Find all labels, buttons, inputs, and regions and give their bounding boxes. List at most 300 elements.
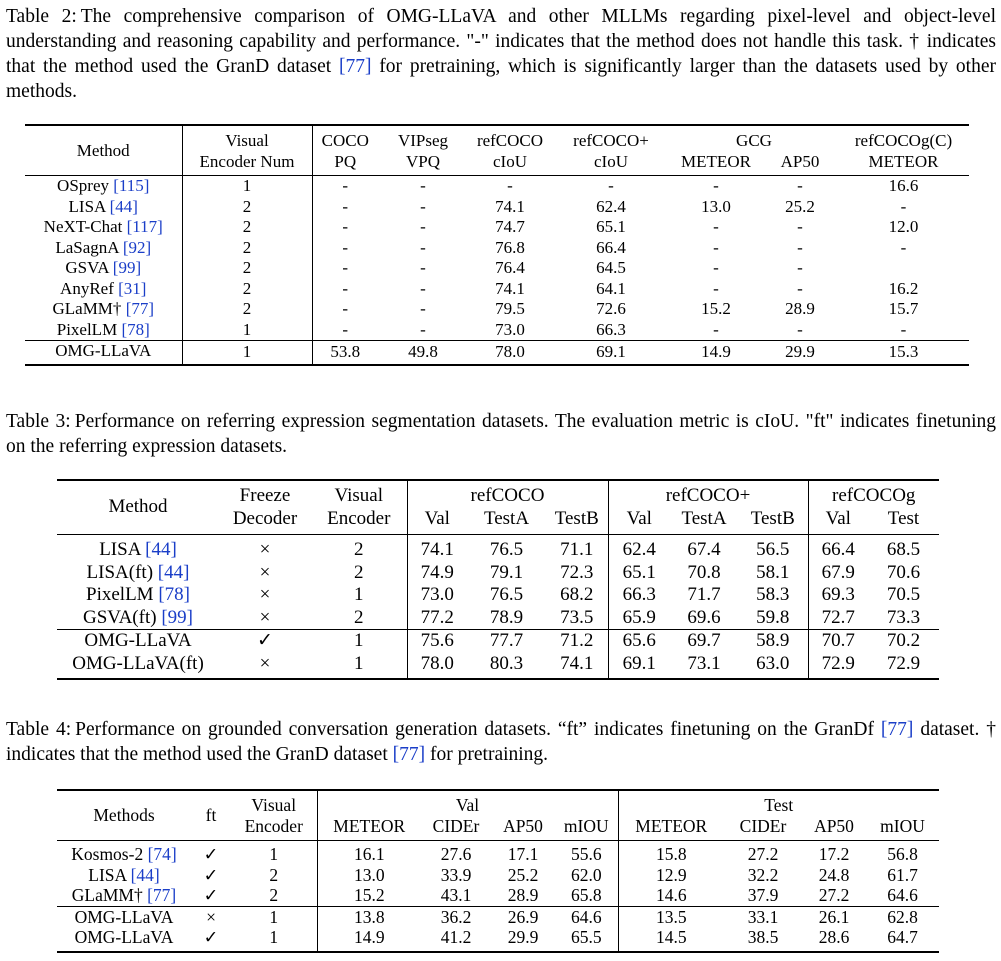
table-row [25, 299, 969, 320]
cell: 15.2 [317, 885, 421, 906]
cell: 14.9 [701, 342, 731, 361]
cell: 49.8 [408, 342, 438, 361]
cell: - [420, 237, 426, 257]
cell: 64.7 [887, 927, 918, 947]
cell: 27.2 [747, 844, 779, 864]
cell: 64.1 [596, 278, 626, 298]
cell: 69.7 [687, 630, 721, 651]
check-mark: ✓ [203, 844, 219, 864]
cell: 71.7 [687, 584, 721, 605]
cell: 56.8 [887, 844, 918, 864]
cell: - [713, 319, 719, 339]
cell: 1 [354, 630, 364, 651]
cell: 29.9 [507, 927, 539, 947]
table4-caption [6, 717, 996, 767]
cell: 2 [269, 864, 279, 885]
cell: 28.9 [785, 299, 815, 318]
cell: 17.2 [818, 844, 850, 864]
cell: 58.9 [756, 630, 790, 651]
col-meteor: METEOR [618, 816, 724, 841]
cell: - [420, 278, 426, 298]
cell: 36.2 [440, 906, 472, 927]
cell: 13.5 [618, 906, 724, 927]
col-visual-sub: Encoder Num [182, 151, 312, 176]
cell: - [420, 176, 426, 195]
cell: 2 [354, 561, 364, 583]
cell: 69.3 [808, 584, 868, 607]
col-freeze-sub: Decoder [232, 507, 298, 529]
cell: - [312, 320, 378, 341]
cell: 70.6 [886, 561, 921, 583]
cell: 68.2 [560, 584, 594, 605]
cell: 15.7 [888, 299, 919, 318]
cell: 27.2 [818, 885, 850, 905]
cell: - [312, 299, 378, 320]
col-gcg-ap50: AP50 [780, 152, 820, 171]
cell: 77.2 [407, 607, 467, 630]
cell: 72.9 [808, 653, 868, 680]
cell: 80.3 [489, 652, 524, 674]
row-method: AnyRef [31] [60, 278, 147, 298]
cell: 69.6 [687, 606, 721, 628]
row-method: OMG-LLaVA [74, 906, 174, 927]
cell: 67.4 [687, 539, 721, 560]
table-row [57, 562, 939, 585]
cell: 32.2 [747, 864, 779, 885]
cell: 43.1 [440, 885, 472, 905]
cell: 12.0 [888, 217, 919, 236]
col-val: Val [407, 508, 467, 535]
cell: 33.1 [747, 906, 779, 927]
row-method: LISA [44] [99, 539, 177, 560]
cell: - [312, 238, 378, 259]
row-method: Kosmos-2 [74] [71, 844, 177, 864]
cell: 2 [182, 238, 312, 259]
cell: 2 [182, 258, 312, 279]
cell: 1 [269, 844, 279, 864]
table3 [57, 479, 939, 680]
col-test: Test [618, 790, 939, 816]
row-method: OMG-LLaVA [55, 341, 152, 360]
cell: 69.1 [596, 342, 626, 361]
table-row [25, 176, 969, 197]
cross-mark: × [259, 606, 271, 628]
cell: - [797, 237, 803, 257]
cell: - [900, 237, 907, 257]
col-vipseg-sub: VPQ [405, 152, 440, 171]
cell: - [507, 176, 513, 195]
col-testb: TestB [750, 507, 795, 529]
col-ft: ft [205, 805, 217, 826]
cell: - [713, 278, 719, 298]
col-refcoco: refCOCO [407, 480, 608, 508]
cell: 12.9 [618, 865, 724, 886]
cell: 66.4 [808, 535, 868, 562]
cell: 72.3 [560, 561, 594, 583]
cell: - [900, 196, 907, 216]
cell: 13.8 [317, 906, 421, 927]
check-mark: ✓ [203, 885, 219, 905]
cell: - [797, 319, 803, 339]
table-row-ours [57, 927, 939, 952]
citation-link[interactable]: [99] [161, 606, 193, 628]
cell: 2 [354, 539, 364, 560]
cell: 78.0 [407, 653, 467, 680]
table-row [57, 535, 939, 562]
cell: 79.5 [495, 299, 525, 318]
col-coco-sub: PQ [312, 151, 378, 176]
citation-link[interactable]: [92] [122, 237, 152, 257]
col-val: Val [608, 508, 670, 535]
cell: 28.6 [818, 927, 850, 947]
cell: 17.1 [507, 844, 539, 864]
row-method: LISA(ft) [44] [86, 561, 190, 583]
cell: 16.1 [317, 841, 421, 865]
cell: 61.7 [887, 864, 918, 885]
table-row [57, 841, 939, 865]
cell: 15.8 [618, 841, 724, 865]
cell: 78.0 [495, 342, 525, 361]
cell: 73.0 [495, 319, 525, 339]
cross-mark: × [206, 906, 216, 927]
cell: 72.6 [596, 299, 626, 318]
cell: 27.6 [440, 844, 472, 864]
col-val: Val [317, 790, 618, 816]
col-methods: Methods [93, 805, 155, 826]
cell: - [797, 217, 803, 236]
cell: 66.3 [596, 319, 626, 339]
table4-caption-text: dataset. † indicates that the method used the GranD dataset [6, 719, 996, 765]
cell: - [900, 319, 907, 339]
cell: 64.6 [570, 906, 602, 927]
check-mark: ✓ [203, 864, 219, 885]
col-gcg-meteor: METEOR [681, 152, 751, 171]
cell: 70.2 [886, 630, 921, 651]
cell: 76.5 [489, 584, 524, 605]
cell: 55.6 [570, 844, 602, 864]
cell: 16.6 [888, 176, 919, 195]
cell: 2 [354, 606, 364, 628]
row-method: OMG-LLaVA(ft) [72, 652, 204, 674]
table3-label: Table 3: [6, 411, 71, 432]
cell: 25.2 [785, 196, 815, 216]
cell: 62.4 [608, 535, 670, 562]
cell: - [420, 258, 426, 277]
table2-caption-text: The comprehensive comparison of OMG-LLaVA and other MLLMs regarding pixel-level and object-level understanding and reasoning capability and performance. "-" indicates that the method does not handle this task. † indicates that the method used the GranD dataset [6, 6, 996, 77]
table-row-ours [25, 341, 969, 365]
cross-mark: × [259, 584, 271, 605]
table-row [57, 885, 939, 906]
col-meteor: METEOR [317, 816, 421, 841]
col-cider: CIDEr [739, 815, 787, 836]
check-mark: ✓ [203, 927, 219, 947]
citation-link[interactable]: [44] [145, 539, 177, 560]
citation-link[interactable]: [117] [126, 217, 163, 236]
cell: 67.9 [808, 562, 868, 585]
cell: 73.5 [560, 606, 594, 628]
cell: 64.5 [596, 258, 626, 277]
cell: 74.1 [495, 278, 525, 298]
cell: 66.3 [608, 584, 670, 607]
col-freeze: Freeze [239, 485, 291, 506]
cell: 26.9 [507, 906, 539, 927]
col-refcocop-sub: cIoU [594, 152, 628, 171]
col-cider: CIDEr [432, 815, 480, 836]
col-refcoco: refCOCO [476, 131, 544, 150]
citation-link[interactable]: [44] [109, 196, 138, 216]
cell: 2 [182, 217, 312, 238]
table-row [25, 258, 969, 279]
cell: 37.9 [747, 885, 779, 905]
table-row [25, 238, 969, 259]
cell: 15.3 [888, 342, 919, 361]
cell: 76.5 [489, 539, 524, 560]
cross-mark: × [259, 539, 271, 560]
table2-label: Table 2: [6, 6, 77, 27]
cell: 2 [182, 279, 312, 300]
cell: 1 [182, 176, 312, 197]
cell: - [713, 237, 719, 257]
col-testa: TestA [483, 507, 530, 529]
cell: - [608, 176, 614, 195]
cell: 65.9 [608, 607, 670, 630]
cell: 74.1 [495, 196, 525, 216]
cell: 62.8 [887, 906, 918, 927]
cell: 58.1 [756, 561, 790, 583]
table-row-ours [57, 630, 939, 653]
cell: 2 [182, 299, 312, 320]
col-coco: COCO [312, 125, 378, 151]
citation-link[interactable]: [31] [118, 278, 147, 298]
cell: 74.1 [407, 535, 467, 562]
cell: 58.3 [756, 584, 790, 605]
col-refcoco-sub: cIoU [493, 152, 527, 171]
table-row-ours [57, 906, 939, 927]
cell: - [797, 258, 803, 277]
cell: 71.2 [560, 630, 594, 651]
cell: 74.7 [495, 217, 525, 236]
col-val: Val [808, 508, 868, 535]
cell: 76.4 [495, 258, 525, 277]
cell: - [420, 299, 426, 318]
citation-link[interactable]: [115] [113, 176, 150, 195]
col-test: Test [887, 507, 920, 529]
table2-caption [6, 4, 996, 104]
cell: - [312, 217, 378, 238]
table-row [25, 197, 969, 218]
cell: 68.5 [886, 539, 921, 560]
cell: 78.9 [489, 606, 524, 628]
row-method: LISA [44] [68, 196, 138, 216]
table2 [25, 124, 969, 366]
col-testa: TestA [681, 507, 727, 529]
row-method: OMG-LLaVA [84, 630, 192, 651]
cell [838, 258, 969, 279]
cell: 72.7 [808, 607, 868, 630]
col-visual: Visual [251, 795, 297, 815]
col-testb: TestB [554, 507, 599, 529]
cell: 73.3 [886, 606, 921, 628]
cell: - [312, 279, 378, 300]
row-method: PixelLM [78] [86, 584, 190, 605]
cell: 14.6 [618, 885, 724, 906]
cell: 74.9 [407, 562, 467, 585]
check-mark: ✓ [257, 630, 273, 651]
cell: 65.5 [570, 927, 602, 947]
table-row [25, 217, 969, 238]
row-method: GSVA [99] [65, 258, 142, 277]
cell: 25.2 [507, 864, 539, 885]
cell: 62.0 [570, 864, 602, 885]
cross-mark: × [259, 561, 271, 583]
cell: 73.0 [407, 584, 467, 607]
cell: - [797, 176, 803, 195]
cell: 71.1 [560, 539, 594, 560]
col-ap50: AP50 [814, 815, 854, 836]
cell: - [797, 278, 803, 298]
cell: - [312, 258, 378, 279]
cell: 1 [354, 584, 364, 605]
table2-caption-text: for pretraining, which is significantly larger than the datasets used by other methods. [6, 56, 996, 102]
cell: 16.2 [888, 278, 919, 298]
table4-label: Table 4: [6, 719, 72, 740]
cell: - [713, 176, 719, 195]
table-row [57, 865, 939, 886]
col-visual-sub: Encoder [327, 507, 391, 529]
cell: 74.1 [560, 652, 594, 674]
cell: 66.4 [596, 237, 626, 257]
col-method: Method [76, 141, 130, 160]
cell: - [420, 196, 426, 216]
cell: 1 [182, 341, 312, 365]
row-method: NeXT-Chat [117] [43, 217, 163, 236]
col-refcocog: refCOCOg(C) [854, 131, 953, 150]
cell: 1 [354, 652, 364, 674]
cell: 29.9 [785, 342, 815, 361]
row-method: LaSagnA [92] [55, 237, 152, 257]
cell: 65.6 [608, 630, 670, 653]
col-miou: mIOU [880, 815, 925, 836]
table-row [25, 279, 969, 300]
citation-link[interactable]: [74] [147, 844, 177, 864]
cell: 65.1 [596, 217, 626, 236]
col-refcocop: refCOCO+ [573, 131, 649, 150]
cell: 1 [182, 320, 312, 341]
table4-caption-text: Performance on grounded conversation generation datasets. “ft” indicates finetuning on the GranDf [75, 719, 881, 740]
cell: 70.7 [808, 630, 868, 653]
cross-mark: × [259, 652, 271, 674]
cell: - [312, 197, 378, 218]
cell: 69.1 [608, 653, 670, 680]
col-refcocog: refCOCOg [808, 480, 939, 508]
citation-link[interactable]: [44] [130, 864, 160, 885]
cell: 77.7 [489, 630, 524, 651]
cell: 75.6 [407, 630, 467, 653]
cell: - [713, 217, 719, 236]
row-method: GLaMM† [77] [71, 885, 177, 905]
citation-link[interactable]: [77] [338, 56, 372, 77]
cell: 24.8 [818, 864, 850, 885]
citation-link[interactable]: [78] [121, 319, 150, 339]
cell: 26.1 [818, 906, 850, 927]
row-method: GLaMM† [77] [52, 299, 155, 318]
cell: - [420, 217, 426, 236]
col-visual: Visual [334, 485, 383, 506]
cell: 65.1 [608, 562, 670, 585]
cell: 1 [269, 927, 279, 947]
cell: 65.8 [570, 885, 602, 905]
citation-link[interactable]: [77] [392, 744, 426, 765]
col-visual-sub: Encoder [244, 815, 303, 836]
cell: 73.1 [687, 652, 721, 674]
row-method: LISA [44] [88, 864, 160, 885]
citation-link[interactable]: [78] [158, 584, 190, 605]
col-method: Method [108, 496, 168, 518]
cell: 53.8 [312, 341, 378, 365]
col-visual: Visual [182, 125, 312, 151]
cell: 70.8 [687, 561, 721, 583]
cell: 59.8 [756, 606, 790, 628]
cell: 28.9 [507, 885, 539, 905]
cell: 64.6 [887, 885, 918, 905]
col-refcocop: refCOCO+ [608, 480, 808, 508]
citation-link[interactable]: [77] [880, 719, 914, 740]
cell: 56.5 [756, 539, 790, 560]
col-ap50: AP50 [503, 815, 543, 836]
row-method: OMG-LLaVA [74, 927, 174, 947]
table3-caption [6, 409, 996, 459]
table3-caption-text: Performance on referring expression segmentation datasets. The evaluation metric is cIoU. "ft" indicates finetuning on the referring expression datasets. [6, 411, 997, 457]
cell: 38.5 [747, 927, 779, 947]
cell: 62.4 [596, 196, 626, 216]
col-miou: mIOU [563, 815, 609, 836]
table-row [25, 320, 969, 341]
cell: - [713, 258, 719, 277]
table-row [57, 607, 939, 630]
citation-link[interactable]: [44] [157, 561, 190, 583]
cell: 13.0 [701, 196, 731, 216]
cell: - [420, 319, 426, 339]
table-row [57, 584, 939, 607]
col-gcg: GCG [736, 131, 772, 150]
col-vipseg: VIPseg [397, 131, 449, 150]
table-row-ours [57, 653, 939, 680]
row-method: PixelLM [78] [56, 319, 150, 339]
cell: 14.9 [317, 927, 421, 952]
citation-link[interactable]: [99] [112, 258, 142, 277]
cell: 70.5 [886, 584, 921, 605]
cell: 79.1 [489, 561, 524, 583]
citation-link[interactable]: [77] [147, 885, 177, 905]
cell: 1 [269, 906, 279, 927]
row-method: OSprey [115] [57, 176, 150, 195]
cell: 33.9 [440, 864, 472, 885]
table4 [57, 789, 939, 953]
cell: 41.2 [440, 927, 472, 947]
cell: 15.2 [701, 299, 731, 318]
cell: 13.0 [317, 865, 421, 886]
cell: 76.8 [495, 237, 525, 257]
cell: 63.0 [756, 652, 790, 674]
table4-caption-text: for pretraining. [425, 744, 549, 765]
col-refcocog-sub: METEOR [868, 152, 939, 171]
citation-link[interactable]: [77] [125, 299, 155, 318]
cell: 2 [182, 197, 312, 218]
cell: 14.5 [618, 927, 724, 952]
cell: - [312, 176, 378, 197]
row-method: GSVA(ft) [99] [83, 606, 193, 628]
cell: 2 [269, 885, 279, 905]
